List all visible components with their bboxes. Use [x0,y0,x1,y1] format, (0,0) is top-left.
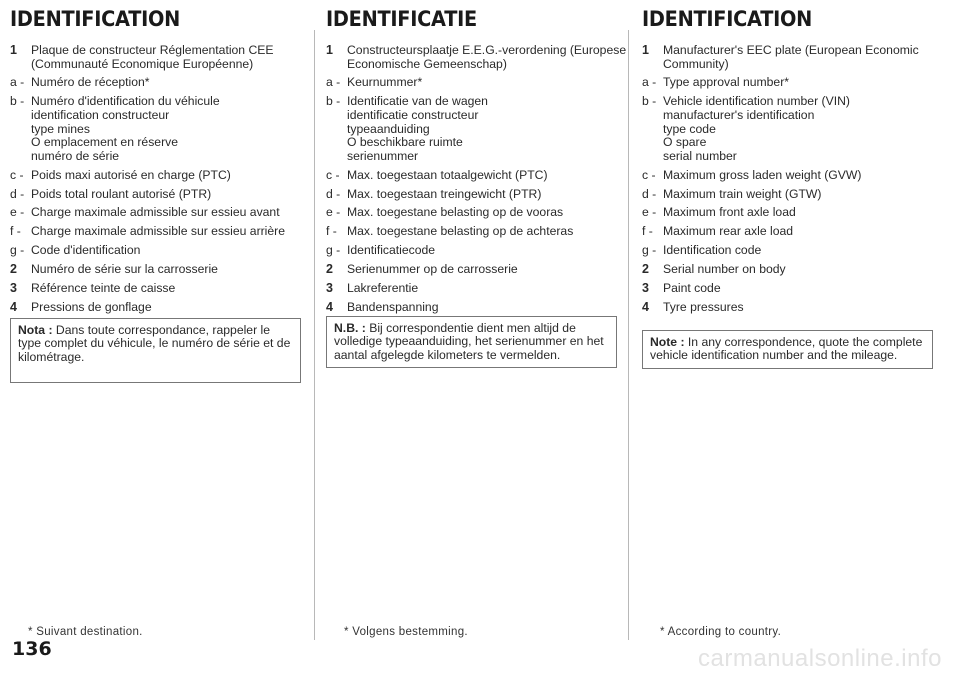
item-line: (Communauté Economique Européenne) [31,56,254,71]
identification-list [10,44,302,320]
dutch-column [326,0,627,640]
item-line: serienummer [347,148,419,163]
item-line: Max. toegestane belasting op de achteras [347,224,574,239]
item-marker: 2 [326,262,333,277]
item-text [347,225,618,239]
item-text [347,188,618,202]
item-text [663,169,932,183]
footnote: * Volgens bestemming. [344,626,468,638]
note-box [642,330,933,369]
item-text [347,263,618,277]
list-item [642,244,932,258]
list-item [642,44,932,71]
item-marker: 4 [10,299,17,314]
list-item [642,95,932,163]
list-item [642,263,932,277]
english-column [642,0,932,640]
item-marker: f - [642,224,653,239]
item-text [663,225,932,239]
item-text [663,76,932,90]
list-item [10,263,302,277]
list-item [642,169,932,183]
identification-list [326,43,627,320]
item-line: Maximum gross laden weight (GVW) [663,167,862,182]
item-text [663,263,932,277]
item-line: Paint code [663,280,721,295]
item-line: type code [663,121,716,136]
item-marker: 3 [10,280,17,295]
list-item [326,301,618,315]
list-item [326,282,618,296]
item-text [663,188,932,202]
note-label: Note : [650,335,685,349]
item-line: Maximum rear axle load [663,224,794,239]
item-text [31,282,302,296]
item-marker: 3 [326,280,333,295]
note-text: Bij correspondentie dient men altijd de volledige typeaanduiding, het serienummer en het aantal afgelegde kilometers te vermelden. [334,321,604,362]
item-marker: 1 [326,43,333,57]
item-marker: d - [10,186,25,201]
item-text [347,44,626,71]
footnote: * Suivant destination. [28,626,143,638]
item-text [663,44,932,71]
item-text [31,206,302,220]
item-text [31,169,302,183]
item-text [347,301,618,315]
item-line: Bandenspanning [347,299,439,314]
list-item [326,188,618,202]
item-line: Identificatie van de wagen [347,94,488,109]
list-item [642,282,932,296]
identification-list [642,44,932,320]
item-line: numéro de série [31,148,120,163]
item-line: identification constructeur [31,107,170,122]
list-item [10,188,302,202]
item-text [31,225,302,239]
item-marker: f - [10,224,21,239]
item-line: typeaanduiding [347,121,430,136]
footnote: * According to country. [660,626,782,638]
item-line: O spare [663,135,707,150]
watermark: carmanualsonline.info [698,645,942,672]
list-item [326,244,618,258]
item-line: identificatie constructeur [347,107,479,122]
list-item [10,76,302,90]
item-line: O emplacement en réserve [31,135,178,150]
item-marker: b - [326,94,341,109]
list-item [10,95,302,163]
list-item [10,225,302,239]
item-marker: a - [326,75,341,90]
item-marker: c - [10,167,24,182]
item-line: Charge maximale admissible sur essieu avant [31,205,280,220]
item-line: Keurnummer* [347,75,423,90]
column-divider [314,30,315,640]
item-line: Maximum front axle load [663,205,796,220]
item-text [347,206,618,220]
item-marker: a - [10,75,25,90]
item-line: Numéro de série sur la carrosserie [31,262,218,277]
item-line: manufacturer's identification [663,107,815,122]
item-marker: e - [10,205,25,220]
item-marker: g - [642,243,657,258]
item-text [663,95,932,163]
item-text [31,76,302,90]
list-item [10,301,302,315]
item-text [347,244,618,258]
item-marker: 2 [10,262,17,277]
list-item [642,225,932,239]
item-text [663,282,932,296]
item-text [31,44,302,71]
item-marker: d - [326,186,341,201]
item-text [31,95,302,163]
item-text [347,282,618,296]
item-text [31,244,302,258]
item-marker: c - [642,167,656,182]
item-line: Identificatiecode [347,243,436,258]
item-line: Référence teinte de caisse [31,280,176,295]
item-marker: b - [642,94,657,109]
item-line: Community) [663,56,729,71]
item-line: Plaque de constructeur Réglementation CEE [31,43,274,57]
item-marker: g - [10,243,25,258]
item-line: Code d'identification [31,243,141,258]
item-line: Maximum train weight (GTW) [663,186,822,201]
list-item [326,206,618,220]
item-line: Charge maximale admissible sur essieu arrière [31,224,286,239]
list-item [10,282,302,296]
item-marker: e - [642,205,657,220]
section-heading: IDENTIFICATION [10,7,181,31]
item-line: Lakreferentie [347,280,419,295]
item-line: Numéro d'identification du véhicule [31,94,220,109]
item-line: serial number [663,148,737,163]
item-line: Manufacturer's EEC plate (European Economic [663,43,919,57]
list-item [642,76,932,90]
item-line: Serienummer op de carrosserie [347,262,518,277]
item-marker: 4 [326,299,333,314]
french-column [10,0,302,640]
item-line: Serial number on body [663,262,786,277]
item-line: Vehicle identification number (VIN) [663,94,850,109]
item-text [31,188,302,202]
item-line: O beschikbare ruimte [347,135,463,150]
item-line: Max. toegestane belasting op de vooras [347,205,564,220]
item-line: type mines [31,121,90,136]
column-divider [628,30,629,640]
item-marker: e - [326,205,341,220]
item-marker: a - [642,75,657,90]
item-line: Poids total roulant autorisé (PTR) [31,186,212,201]
list-item [326,95,618,163]
list-item [326,263,618,277]
item-line: Max. toegestaan treingewicht (PTR) [347,186,542,201]
list-item [326,169,618,183]
item-marker: 4 [642,299,649,314]
note-box [326,316,617,368]
list-item [642,301,932,315]
list-item [642,188,932,202]
page-number: 136 [12,638,52,660]
item-marker: b - [10,94,25,109]
item-marker: 2 [642,262,649,277]
list-item [10,44,302,71]
note-label: N.B. : [334,321,366,335]
item-marker: 3 [642,280,649,295]
item-line: Type approval number* [663,75,790,90]
item-line: Numéro de réception* [31,75,150,90]
section-heading: IDENTIFICATIE [326,7,477,31]
item-marker: c - [326,167,340,182]
item-text [347,95,618,163]
note-text: Dans toute correspondance, rappeler le type complet du véhicule, le numéro de série et de kilométrage. [18,323,291,364]
item-marker: 1 [10,43,17,57]
item-text [31,301,302,315]
section-heading: IDENTIFICATION [642,7,813,31]
list-item [10,206,302,220]
item-line: Poids maxi autorisé en charge (PTC) [31,167,231,182]
item-line: Max. toegestaan totaalgewicht (PTC) [347,167,548,182]
item-line: Identification code [663,243,762,258]
list-item [10,244,302,258]
item-text [347,169,618,183]
item-line: Pressions de gonflage [31,299,152,314]
list-item [326,225,618,239]
note-label: Nota : [18,323,53,337]
list-item [326,43,627,71]
item-line: Economische Gemeenschap) [347,56,507,71]
list-item [642,206,932,220]
item-line: Constructeursplaatje E.E.G.-verordening (Europese [347,43,627,57]
item-marker: d - [642,186,657,201]
item-text [31,263,302,277]
item-marker: 1 [642,43,649,57]
note-text: In any correspondence, quote the complete vehicle identification number and the mileage. [650,335,923,363]
item-marker: f - [326,224,337,239]
list-item [326,76,618,90]
item-text [663,206,932,220]
list-item [10,169,302,183]
item-text [347,76,618,90]
note-box [10,318,301,383]
item-text [663,301,932,315]
item-marker: g - [326,243,341,258]
item-text [663,244,932,258]
item-line: Tyre pressures [663,299,744,314]
